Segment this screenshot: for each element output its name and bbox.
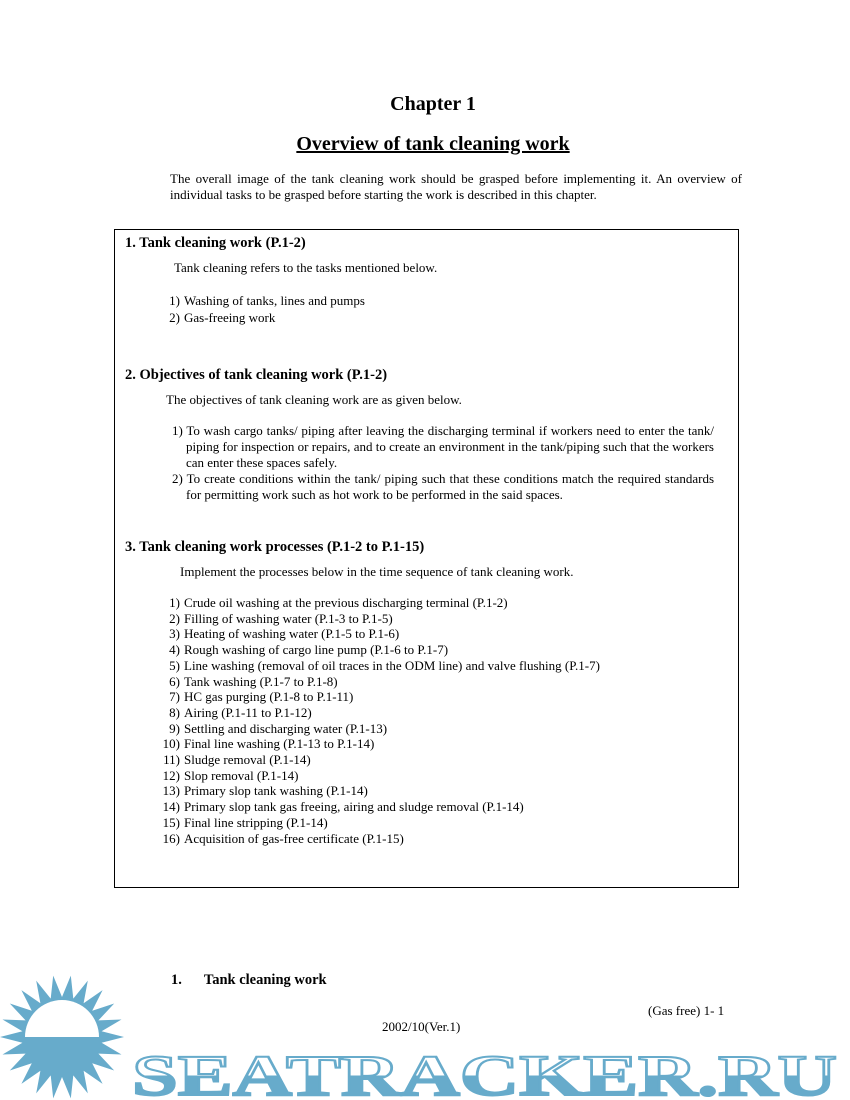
item-text: Heating of washing water (P.1-5 to P.1-6) xyxy=(184,626,400,642)
list-item xyxy=(158,642,448,658)
item-text: Tank washing (P.1-7 to P.1-8) xyxy=(184,673,338,689)
version-date: 2002/10(Ver.1) xyxy=(382,1019,461,1034)
list-item xyxy=(158,310,275,326)
list-item xyxy=(158,831,404,847)
item-text: Settling and discharging water (P.1-13) xyxy=(184,720,388,736)
list-item xyxy=(158,674,338,690)
list-item xyxy=(158,752,311,768)
item-number: 7) xyxy=(169,689,180,705)
item-number: 1) xyxy=(169,595,180,610)
objective-item: 2) To create conditions within the tank/ piping such that these conditions match the required standards for permitting work such as hot work to be performed in the said spaces. xyxy=(172,471,714,502)
item-text: Sludge removal (P.1-14) xyxy=(184,752,311,767)
item-text: Gas-freeing work xyxy=(184,309,276,325)
item-number: 16) xyxy=(162,830,180,846)
item-number: 4) xyxy=(169,642,180,658)
item-number: 5) xyxy=(169,657,180,673)
item-text: Primary slop tank washing (P.1-14) xyxy=(184,783,368,799)
item-number: 2) xyxy=(169,309,180,325)
item-number: 10) xyxy=(162,736,180,752)
item-number: 2) xyxy=(169,610,180,626)
item-text: Line washing (removal of oil traces in the ODM line) and valve flushing (P.1-7) xyxy=(184,657,600,673)
item-number: 3) xyxy=(169,626,180,642)
item-text: Rough washing of cargo line pump (P.1-6 to P.1-7) xyxy=(184,642,449,658)
item-text: Airing (P.1-11 to P.1-12) xyxy=(184,704,312,720)
watermark-text: SEATRACKER.RU xyxy=(132,1043,837,1100)
item-number: 12) xyxy=(162,767,180,783)
section-3-heading: 3. Tank cleaning work processes (P.1-2 to P.1-15) xyxy=(125,539,425,555)
item-number: 9) xyxy=(169,720,180,736)
item-number: 13) xyxy=(162,783,180,799)
list-item xyxy=(158,768,298,784)
item-number: 11) xyxy=(163,752,180,767)
list-item xyxy=(158,611,393,627)
list-item xyxy=(158,689,353,705)
page-number: (Gas free) 1- 1 xyxy=(648,1003,725,1018)
list-item xyxy=(158,626,399,642)
list-item xyxy=(158,783,368,799)
item-text: Primary slop tank gas freeing, airing and sludge removal (P.1-14) xyxy=(184,799,524,815)
item-text: Filling of washing water (P.1-3 to P.1-5) xyxy=(184,610,393,626)
item-text: Final line stripping (P.1-14) xyxy=(184,814,328,830)
section-3-lead: Implement the processes below in the time sequence of tank cleaning work. xyxy=(180,564,574,579)
section-1-heading: 1. Tank cleaning work (P.1-2) xyxy=(125,235,306,251)
item-text: HC gas purging (P.1-8 to P.1-11) xyxy=(184,689,354,705)
item-text: Final line washing (P.1-13 to P.1-14) xyxy=(184,736,375,752)
chapter-number: Chapter 1 xyxy=(390,93,476,115)
list-item xyxy=(158,721,387,737)
section-2-heading: 2. Objectives of tank cleaning work (P.1-2) xyxy=(125,367,388,383)
item-number: 1) xyxy=(169,293,180,308)
list-item xyxy=(158,815,328,831)
item-number: 8) xyxy=(169,704,180,720)
intro-paragraph: The overall image of the tank cleaning work should be grasped before implementing it. An overview of individual tasks to be grasped before starting the work is described in this chapter. xyxy=(170,171,742,202)
list-item xyxy=(158,799,524,815)
list-item xyxy=(158,293,365,309)
section-2-list xyxy=(172,423,714,503)
next-section-heading: 1. Tank cleaning work xyxy=(171,972,327,988)
item-number: 14) xyxy=(162,799,180,815)
sun-logo-icon xyxy=(0,976,124,1099)
list-item xyxy=(158,705,312,721)
objective-item: 1) To wash cargo tanks/ piping after leaving the discharging terminal if workers need to enter the tank/ piping for inspection or repairs, and to create an environment in the tank/piping such that the workers can enter these spaces safely. xyxy=(172,423,714,470)
item-number: 6) xyxy=(169,673,180,689)
item-text: Washing of tanks, lines and pumps xyxy=(184,293,365,308)
list-item xyxy=(158,658,600,674)
item-text: Crude oil washing at the previous discharging terminal (P.1-2) xyxy=(184,595,508,610)
seatracker-watermark xyxy=(0,970,850,1100)
chapter-title: Overview of tank cleaning work xyxy=(296,133,570,155)
item-number: 15) xyxy=(162,814,180,830)
list-item xyxy=(158,595,508,611)
item-text: Acquisition of gas-free certificate (P.1-15) xyxy=(184,830,404,846)
item-text: Slop removal (P.1-14) xyxy=(184,767,299,783)
section-2-lead: The objectives of tank cleaning work are as given below. xyxy=(166,392,462,407)
section-1-lead: Tank cleaning refers to the tasks mentioned below. xyxy=(174,260,438,275)
list-item xyxy=(158,736,374,752)
